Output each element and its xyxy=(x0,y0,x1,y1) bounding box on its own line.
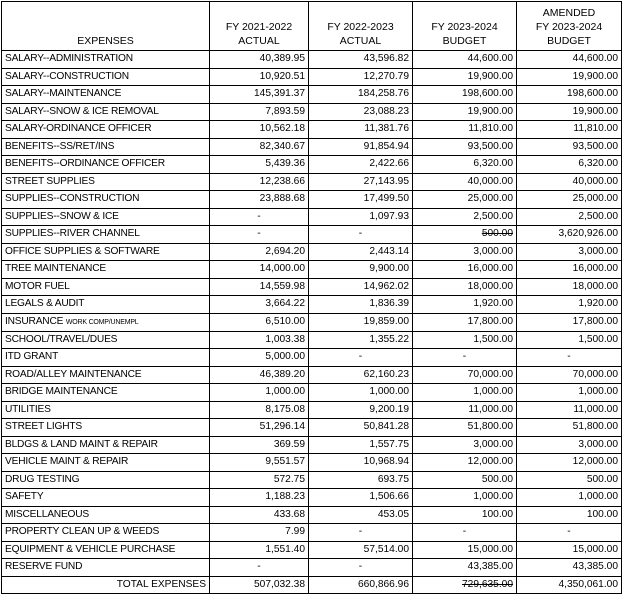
row-value-2: 12,270.79 xyxy=(309,68,413,86)
row-label xyxy=(2,384,210,402)
row-label xyxy=(2,471,210,489)
row-value-1: 6,510.00 xyxy=(210,313,309,331)
row-value-2: 23,088.23 xyxy=(309,103,413,121)
row-value-2: 9,200.19 xyxy=(309,401,413,419)
row-label-text: MOTOR FUEL xyxy=(5,280,70,292)
row-label-text: ROAD/ALLEY MAINTENANCE xyxy=(5,368,142,380)
header-fy2324-line2: BUDGET xyxy=(442,35,487,47)
row-label-text: SUPPLIES--RIVER CHANNEL xyxy=(5,228,140,240)
row-value-1: 51,296.14 xyxy=(210,419,309,437)
header-fy2223-line1: FY 2022-2023 xyxy=(327,21,394,33)
row-value-1: 5,439.36 xyxy=(210,156,309,174)
row-value-3: 40,000.00 xyxy=(413,173,517,191)
row-value-2: 1,000.00 xyxy=(309,384,413,402)
header-fy2122-line2: ACTUAL xyxy=(238,35,280,47)
row-label xyxy=(2,436,210,454)
row-value-4: 6,320.00 xyxy=(517,156,622,174)
table-row xyxy=(2,506,622,524)
row-label-text: RESERVE FUND xyxy=(5,561,83,573)
row-label-text: PROPERTY CLEAN UP & WEEDS xyxy=(5,526,160,538)
table-row xyxy=(2,156,622,174)
row-value-4: 1,000.00 xyxy=(517,384,622,402)
total-row xyxy=(2,576,622,594)
row-label-text: SUPPLIES--SNOW & ICE xyxy=(5,210,119,222)
row-label-text: BRIDGE MAINTENANCE xyxy=(5,386,118,398)
row-value-3: - xyxy=(413,349,517,367)
table-row xyxy=(2,489,622,507)
row-value-2: 184,258.76 xyxy=(309,86,413,104)
table-row xyxy=(2,191,622,209)
row-label-text: VEHICLE MAINT & REPAIR xyxy=(5,456,129,468)
table-row xyxy=(2,138,622,156)
row-value-1: 82,340.67 xyxy=(210,138,309,156)
row-value-1: 23,888.68 xyxy=(210,191,309,209)
table-row xyxy=(2,471,622,489)
row-label-text: SALARY--CONSTRUCTION xyxy=(5,70,129,82)
row-label xyxy=(2,191,210,209)
row-value-4: - xyxy=(517,349,622,367)
row-value-3: 3,000.00 xyxy=(413,243,517,261)
header-expenses-text: EXPENSES xyxy=(77,35,134,47)
row-value-3: 1,000.00 xyxy=(413,384,517,402)
row-value-1: 9,551.57 xyxy=(210,454,309,472)
row-label xyxy=(2,331,210,349)
row-value-3: 1,500.00 xyxy=(413,331,517,349)
row-value-1: 3,664.22 xyxy=(210,296,309,314)
row-label-text: OFFICE SUPPLIES & SOFTWARE xyxy=(5,245,160,257)
row-value-3: 12,000.00 xyxy=(413,454,517,472)
row-value-1: 40,389.95 xyxy=(210,51,309,69)
row-value-1: 5,000.00 xyxy=(210,349,309,367)
table-row xyxy=(2,559,622,577)
row-value-1: 10,562.18 xyxy=(210,121,309,139)
row-value-2: 19,859.00 xyxy=(309,313,413,331)
row-value-2: 1,836.39 xyxy=(309,296,413,314)
row-value-4: 11,810.00 xyxy=(517,121,622,139)
table-row xyxy=(2,384,622,402)
row-value-1: - xyxy=(210,226,309,244)
row-label xyxy=(2,138,210,156)
row-value-2: 57,514.00 xyxy=(309,541,413,559)
row-value-2: 1,097.93 xyxy=(309,208,413,226)
row-value-4: 198,600.00 xyxy=(517,86,622,104)
row-label-text: ITD GRANT xyxy=(5,351,59,363)
row-label-text: SALARY--ADMINISTRATION xyxy=(5,53,133,65)
table-row xyxy=(2,86,622,104)
row-label xyxy=(2,349,210,367)
total-value-4: 4,350,061.00 xyxy=(517,576,622,594)
table-row xyxy=(2,68,622,86)
row-label xyxy=(2,559,210,577)
row-label-text: BLDGS & LAND MAINT & REPAIR xyxy=(5,438,158,450)
row-value-3: 198,600.00 xyxy=(413,86,517,104)
row-value-1: 1,000.00 xyxy=(210,384,309,402)
table-row xyxy=(2,524,622,542)
row-value-2: 9,900.00 xyxy=(309,261,413,279)
row-value-4: 17,800.00 xyxy=(517,313,622,331)
row-value-1: 1,003.38 xyxy=(210,331,309,349)
row-value-4: 100.00 xyxy=(517,506,622,524)
row-label xyxy=(2,278,210,296)
row-value-3: 100.00 xyxy=(413,506,517,524)
row-label-text: MISCELLANEOUS xyxy=(5,508,90,520)
row-value-4: 44,600.00 xyxy=(517,51,622,69)
total-value-1: 507,032.38 xyxy=(210,576,309,594)
row-label-text: SALARY--MAINTENANCE xyxy=(5,88,122,100)
row-value-1: - xyxy=(210,559,309,577)
row-value-1: 7.99 xyxy=(210,524,309,542)
row-value-2: 62,160.23 xyxy=(309,366,413,384)
row-value-2: 50,841.28 xyxy=(309,419,413,437)
row-value-3: 15,000.00 xyxy=(413,541,517,559)
row-label xyxy=(2,489,210,507)
row-value-3: 43,385.00 xyxy=(413,559,517,577)
table-row xyxy=(2,103,622,121)
total-value-3: 729,635.00 xyxy=(413,576,517,594)
row-value-4: 43,385.00 xyxy=(517,559,622,577)
row-value-3: 18,000.00 xyxy=(413,278,517,296)
row-label-text: TREE MAINTENANCE xyxy=(5,263,106,275)
row-value-2: - xyxy=(309,349,413,367)
row-value-3: 11,810.00 xyxy=(413,121,517,139)
row-label-text: INSURANCE xyxy=(5,315,64,327)
row-value-1: 14,559.98 xyxy=(210,278,309,296)
row-label xyxy=(2,506,210,524)
row-value-1: 12,238.66 xyxy=(210,173,309,191)
row-value-2: - xyxy=(309,524,413,542)
expenses-table xyxy=(1,1,622,594)
row-value-4: 1,920.00 xyxy=(517,296,622,314)
row-value-4: 500.00 xyxy=(517,471,622,489)
row-value-3: 3,000.00 xyxy=(413,436,517,454)
row-value-3: 70,000.00 xyxy=(413,366,517,384)
row-value-4: 93,500.00 xyxy=(517,138,622,156)
row-value-2: 11,381.76 xyxy=(309,121,413,139)
row-value-3: 93,500.00 xyxy=(413,138,517,156)
row-label xyxy=(2,156,210,174)
row-value-2: 17,499.50 xyxy=(309,191,413,209)
table-row xyxy=(2,419,622,437)
row-value-4: 16,000.00 xyxy=(517,261,622,279)
row-value-4: 1,000.00 xyxy=(517,489,622,507)
row-label xyxy=(2,454,210,472)
row-value-3: 25,000.00 xyxy=(413,191,517,209)
row-value-3: 6,320.00 xyxy=(413,156,517,174)
header-expenses xyxy=(2,2,210,51)
row-value-2: - xyxy=(309,226,413,244)
row-value-2: 91,854.94 xyxy=(309,138,413,156)
row-value-1: 14,000.00 xyxy=(210,261,309,279)
row-value-4: 12,000.00 xyxy=(517,454,622,472)
table-row xyxy=(2,278,622,296)
table-row xyxy=(2,261,622,279)
header-row xyxy=(2,2,622,51)
table-row xyxy=(2,401,622,419)
row-value-3: 11,000.00 xyxy=(413,401,517,419)
table-row xyxy=(2,226,622,244)
row-value-4: 3,000.00 xyxy=(517,436,622,454)
row-value-3: 17,800.00 xyxy=(413,313,517,331)
row-value-4: 70,000.00 xyxy=(517,366,622,384)
row-value-4: 40,000.00 xyxy=(517,173,622,191)
row-value-4: 19,900.00 xyxy=(517,68,622,86)
row-value-4: - xyxy=(517,524,622,542)
row-label-text: BENEFITS--ORDINANCE OFFICER xyxy=(5,158,165,170)
header-fy2324-line1: FY 2023-2024 xyxy=(431,21,498,33)
row-value-3: 51,800.00 xyxy=(413,419,517,437)
row-label xyxy=(2,313,210,331)
row-label-text: SALARY-ORDINANCE OFFICER xyxy=(5,123,152,135)
expenses-body xyxy=(2,51,622,594)
row-label xyxy=(2,419,210,437)
header-fy2223 xyxy=(309,2,413,51)
table-row xyxy=(2,121,622,139)
row-value-4: 19,900.00 xyxy=(517,103,622,121)
row-value-3: 500.00 xyxy=(413,226,517,244)
table-row xyxy=(2,436,622,454)
row-value-3: 2,500.00 xyxy=(413,208,517,226)
header-amended xyxy=(517,2,622,51)
row-label xyxy=(2,68,210,86)
row-value-4: 51,800.00 xyxy=(517,419,622,437)
row-label-text: STREET SUPPLIES xyxy=(5,175,95,187)
row-label xyxy=(2,296,210,314)
row-value-2: 1,355.22 xyxy=(309,331,413,349)
table-row xyxy=(2,208,622,226)
row-value-3: 19,900.00 xyxy=(413,103,517,121)
row-label xyxy=(2,226,210,244)
row-value-4: 3,000.00 xyxy=(517,243,622,261)
table-row xyxy=(2,173,622,191)
row-label xyxy=(2,173,210,191)
row-label-note: WORK COMP/UNEMPL xyxy=(65,318,139,326)
row-value-1: 433.68 xyxy=(210,506,309,524)
row-label-text: DRUG TESTING xyxy=(5,473,80,485)
table-row xyxy=(2,331,622,349)
row-value-1: 1,188.23 xyxy=(210,489,309,507)
row-value-3: - xyxy=(413,524,517,542)
row-label xyxy=(2,261,210,279)
row-value-2: 27,143.95 xyxy=(309,173,413,191)
row-value-4: 18,000.00 xyxy=(517,278,622,296)
row-value-3: 1,000.00 xyxy=(413,489,517,507)
row-label xyxy=(2,51,210,69)
row-value-1: 7,893.59 xyxy=(210,103,309,121)
row-value-4: 15,000.00 xyxy=(517,541,622,559)
row-label xyxy=(2,401,210,419)
row-value-3: 1,920.00 xyxy=(413,296,517,314)
header-fy2223-line2: ACTUAL xyxy=(339,35,382,47)
table-row xyxy=(2,349,622,367)
row-label xyxy=(2,366,210,384)
table-row xyxy=(2,296,622,314)
row-value-3: 500.00 xyxy=(413,471,517,489)
row-value-4: 25,000.00 xyxy=(517,191,622,209)
row-label xyxy=(2,243,210,261)
header-fy2324 xyxy=(413,2,517,51)
row-label xyxy=(2,208,210,226)
row-value-4: 1,500.00 xyxy=(517,331,622,349)
total-value-2: 660,866.96 xyxy=(309,576,413,594)
table-row xyxy=(2,51,622,69)
header-fy2122 xyxy=(210,2,309,51)
row-label-text: STREET LIGHTS xyxy=(5,421,83,433)
row-value-4: 11,000.00 xyxy=(517,401,622,419)
row-value-2: 693.75 xyxy=(309,471,413,489)
header-fy2122-line1: FY 2021-2022 xyxy=(225,21,293,33)
row-label-text: SALARY--SNOW & ICE REMOVAL xyxy=(5,105,159,117)
table-row xyxy=(2,454,622,472)
row-label-text: LEGALS & AUDIT xyxy=(5,298,85,310)
row-value-1: 10,920.51 xyxy=(210,68,309,86)
header-amended-line1: AMENDED xyxy=(542,7,596,19)
row-value-2: 43,596.82 xyxy=(309,51,413,69)
row-value-2: 14,962.02 xyxy=(309,278,413,296)
row-label xyxy=(2,541,210,559)
header-amended-line3: BUDGET xyxy=(547,35,591,47)
row-value-1: - xyxy=(210,208,309,226)
row-label-text: EQUIPMENT & VEHICLE PURCHASE xyxy=(5,543,176,555)
row-label-text: BENEFITS--SS/RET/INS xyxy=(5,140,115,152)
row-value-1: 2,694.20 xyxy=(210,243,309,261)
row-value-3: 19,900.00 xyxy=(413,68,517,86)
row-value-1: 369.59 xyxy=(210,436,309,454)
row-value-1: 1,551.40 xyxy=(210,541,309,559)
row-value-3: 16,000.00 xyxy=(413,261,517,279)
table-row xyxy=(2,313,622,331)
table-row xyxy=(2,243,622,261)
row-value-2: 1,506.66 xyxy=(309,489,413,507)
row-label-text: SCHOOL/TRAVEL/DUES xyxy=(5,333,118,345)
row-value-2: 2,422.66 xyxy=(309,156,413,174)
row-value-2: 2,443.14 xyxy=(309,243,413,261)
row-label xyxy=(2,121,210,139)
row-value-3: 44,600.00 xyxy=(413,51,517,69)
row-label xyxy=(2,86,210,104)
row-label-text: SUPPLIES--CONSTRUCTION xyxy=(5,193,140,205)
row-value-2: 1,557.75 xyxy=(309,436,413,454)
row-value-4: 2,500.00 xyxy=(517,208,622,226)
row-value-1: 46,389.20 xyxy=(210,366,309,384)
row-value-2: 10,968.94 xyxy=(309,454,413,472)
row-value-2: - xyxy=(309,559,413,577)
row-value-1: 145,391.37 xyxy=(210,86,309,104)
row-value-4: 3,620,926.00 xyxy=(517,226,622,244)
row-label-text: UTILITIES xyxy=(5,403,51,415)
total-label: TOTAL EXPENSES xyxy=(2,576,210,594)
row-label xyxy=(2,524,210,542)
row-value-2: 453.05 xyxy=(309,506,413,524)
table-row xyxy=(2,366,622,384)
row-value-1: 8,175.08 xyxy=(210,401,309,419)
row-label xyxy=(2,103,210,121)
row-label-text: SAFETY xyxy=(5,491,44,503)
row-value-1: 572.75 xyxy=(210,471,309,489)
table-row xyxy=(2,541,622,559)
header-amended-line2: FY 2023-2024 xyxy=(535,21,603,33)
